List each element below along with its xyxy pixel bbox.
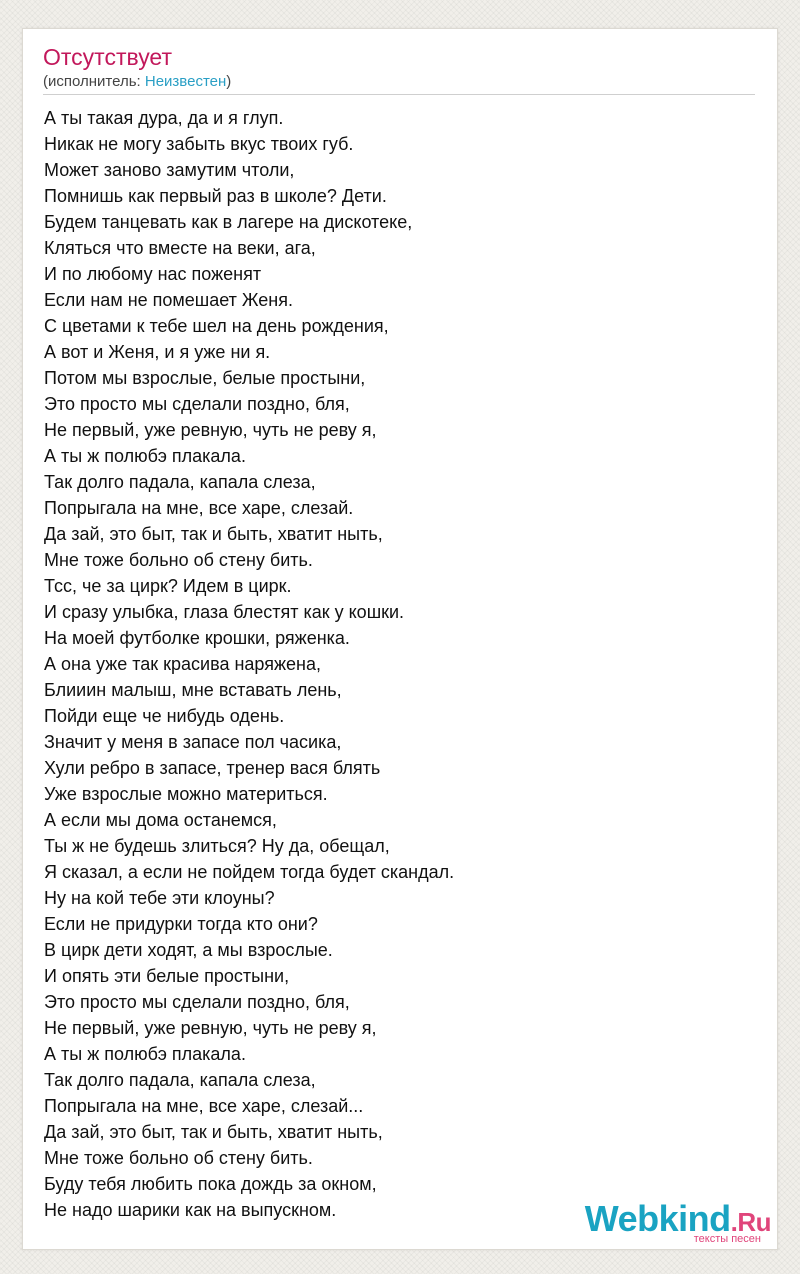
lyric-line: Если не придурки тогда кто они? (44, 914, 318, 934)
lyric-line: На моей футболке крошки, ряженка. (44, 628, 350, 648)
lyric-line: Да зай, это быт, так и быть, хватит ныть, (44, 524, 383, 544)
title-divider (43, 94, 755, 95)
lyric-line: И опять эти белые простыни, (44, 966, 290, 986)
artist-line (43, 73, 231, 91)
lyric-line: Это просто мы сделали поздно, бля, (44, 992, 350, 1012)
lyric-line: Да зай, это быт, так и быть, хватит ныть, (44, 1122, 383, 1142)
lyric-line: Может заново замутим чтоли, (44, 160, 295, 180)
lyric-line: С цветами к тебе шел на день рождения, (44, 316, 389, 336)
lyric-line: Мне тоже больно об стену бить. (44, 550, 313, 570)
lyric-line: Кляться что вместе на веки, ага, (44, 238, 316, 258)
lyric-line: А ты ж полюбэ плакала. (44, 1044, 246, 1064)
lyrics-card (22, 28, 778, 1250)
lyric-line: Тсс, че за цирк? Идем в цирк. (44, 576, 292, 596)
logo-tagline: тексты песен (693, 1233, 761, 1245)
lyric-line: Значит у меня в запасе пол часика, (44, 732, 342, 752)
lyric-line: А ты ж полюбэ плакала. (44, 446, 246, 466)
lyric-line: Мне тоже больно об стену бить. (44, 1148, 313, 1168)
lyric-line: Попрыгала на мне, все харе, слезай. (44, 498, 354, 518)
lyric-line: Потом мы взрослые, белые простыни, (44, 368, 366, 388)
lyrics-list (44, 105, 454, 1223)
lyric-line: Не первый, уже ревную, чуть не реву я, (44, 420, 377, 440)
lyric-line: Ты ж не будешь злиться? Ну да, обещал, (44, 836, 390, 856)
lyric-line: Блииин малыш, мне вставать лень, (44, 680, 342, 700)
artist-suffix: ) (226, 73, 232, 90)
lyric-line: А ты такая дура, да и я глуп. (44, 108, 284, 128)
lyric-line: Помнишь как первый раз в школе? Дети. (44, 186, 387, 206)
lyric-line: Пойди еще че нибудь одень. (44, 706, 285, 726)
lyric-line: Попрыгала на мне, все харе, слезай... (44, 1096, 364, 1116)
lyric-line: А она уже так красива наряжена, (44, 654, 321, 674)
lyric-line: А если мы дома останемся, (44, 810, 277, 830)
artist-prefix: (исполнитель: (43, 73, 145, 90)
lyric-line: И сразу улыбка, глаза блестят как у кошки. (44, 602, 405, 622)
lyric-line: Уже взрослые можно материться. (44, 784, 328, 804)
lyric-line: Не первый, уже ревную, чуть не реву я, (44, 1018, 377, 1038)
lyric-line: Хули ребро в запасе, тренер вася блять (44, 758, 381, 778)
lyric-line: Если нам не помешает Женя. (44, 290, 293, 310)
logo-name: Webkind (584, 1198, 731, 1239)
lyric-line: Так долго падала, капала слеза, (44, 472, 316, 492)
lyric-line: Я сказал, а если не пойдем тогда будет скандал. (44, 862, 455, 882)
lyric-line: Ну на кой тебе эти клоуны? (44, 888, 275, 908)
lyric-line: В цирк дети ходят, а мы взрослые. (44, 940, 333, 960)
artist-link[interactable]: Неизвестен (144, 73, 227, 90)
lyric-line: Никак не могу забыть вкус твоих губ. (44, 134, 354, 154)
lyric-line: Будем танцевать как в лагере на дискотеке, (44, 212, 413, 232)
lyric-line: А вот и Женя, и я уже ни я. (44, 342, 271, 362)
lyric-line: И по любому нас поженят (44, 264, 262, 284)
lyric-line: Не надо шарики как на выпускном. (44, 1200, 337, 1220)
lyric-line: Так долго падала, капала слеза, (44, 1070, 316, 1090)
logo-tld: .Ru (730, 1207, 771, 1237)
site-logo[interactable] (581, 1199, 771, 1247)
lyric-line: Буду тебя любить пока дождь за окном, (44, 1174, 377, 1194)
lyric-line: Это просто мы сделали поздно, бля, (44, 394, 350, 414)
song-title: Отсутствует (43, 44, 172, 70)
